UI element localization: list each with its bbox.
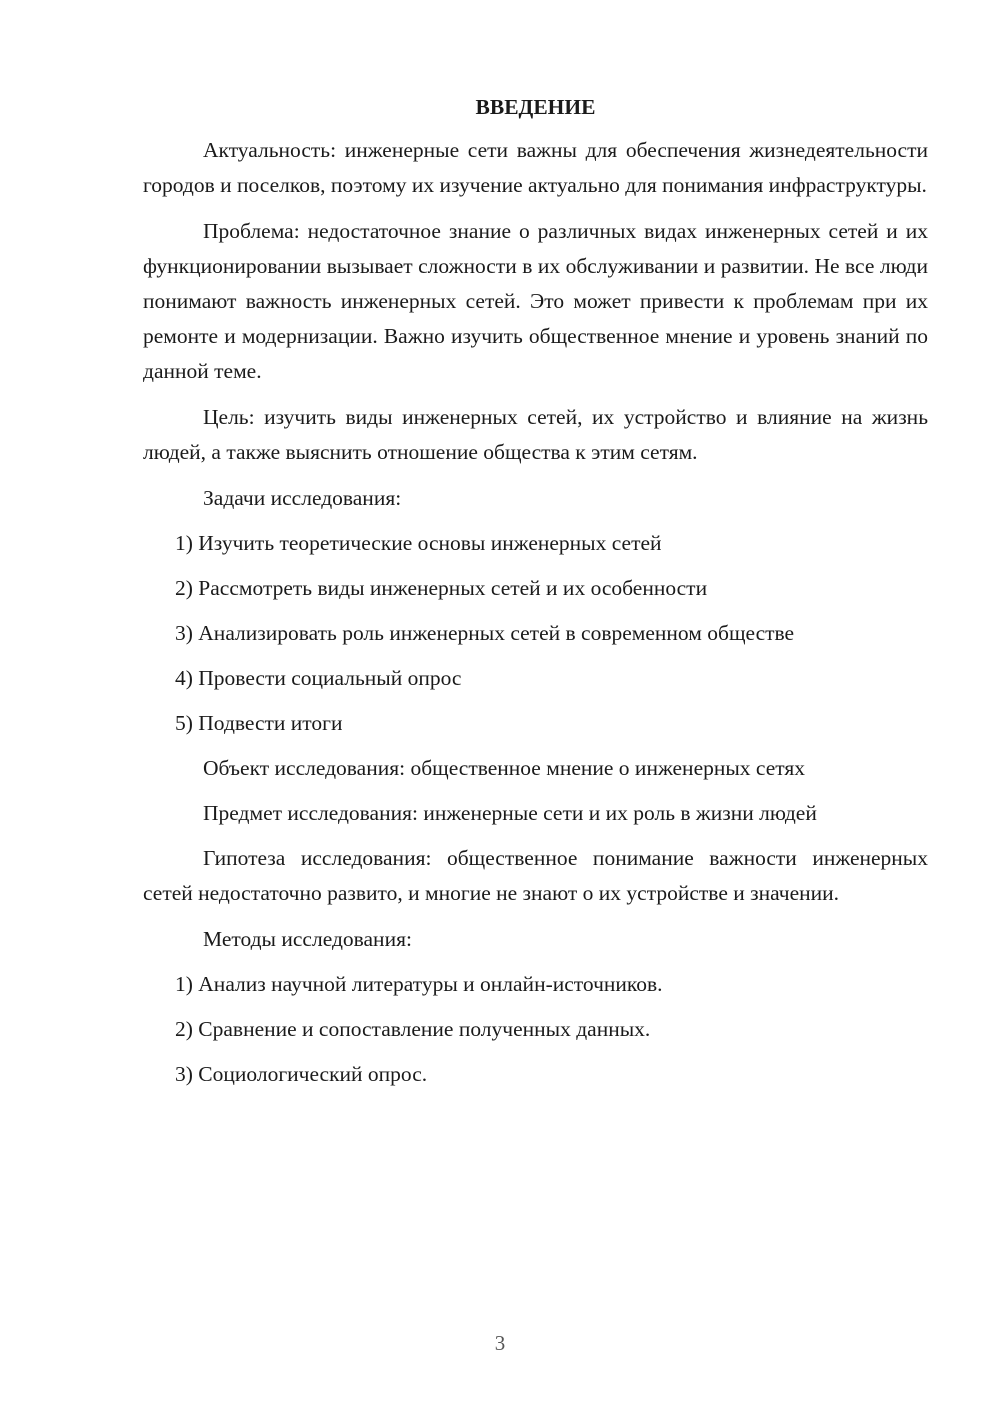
- document-page: [143, 90, 928, 1102]
- subject-paragraph: Предмет исследования: инженерные сети и их роль в жизни людей: [203, 801, 817, 825]
- task-item: 4) Провести социальный опрос: [175, 666, 462, 690]
- task-item: 3) Анализировать роль инженерных сетей в современном обществе: [175, 621, 795, 645]
- task-item: 1) Изучить теоретические основы инженерных сетей: [175, 531, 662, 555]
- method-item: 2) Сравнение и сопоставление полученных данных.: [175, 1017, 651, 1041]
- hypothesis-paragraph: Гипотеза исследования: общественное понимание важности инженерных сетей недостаточно развито, и многие не знают о их устройстве и значении.: [143, 846, 928, 905]
- object-paragraph: Объект исследования: общественное мнение о инженерных сетях: [203, 756, 806, 780]
- section-title: ВВЕДЕНИЕ: [475, 95, 596, 119]
- relevance-paragraph: Актуальность: инженерные сети важны для обеспечения жизнедеятельности городов и поселков, поэтому их изучение актуально для понимания инфраструктуры.: [143, 138, 928, 197]
- method-item: 1) Анализ научной литературы и онлайн-источников.: [175, 972, 663, 996]
- task-item: 2) Рассмотреть виды инженерных сетей и их особенности: [175, 576, 708, 600]
- page-number: 3: [494, 1331, 506, 1355]
- tasks-heading: Задачи исследования:: [203, 486, 402, 510]
- goal-paragraph: Цель: изучить виды инженерных сетей, их устройство и влияние на жизнь людей, а также выяснить отношение общества к этим сетям.: [143, 405, 928, 464]
- methods-heading: Методы исследования:: [203, 927, 412, 951]
- method-item: 3) Социологический опрос.: [175, 1062, 428, 1086]
- task-item: 5) Подвести итоги: [175, 711, 343, 735]
- problem-paragraph: Проблема: недостаточное знание о различных видах инженерных сетей и их функционировании вызывает сложности в их обслуживании и развитии. Не все люди понимают важность инженерных сетей. Это может привести к проблемам при их ремонте и модернизации. Важно изучить общественное мнение и уровень знаний по данной теме.: [143, 219, 928, 383]
